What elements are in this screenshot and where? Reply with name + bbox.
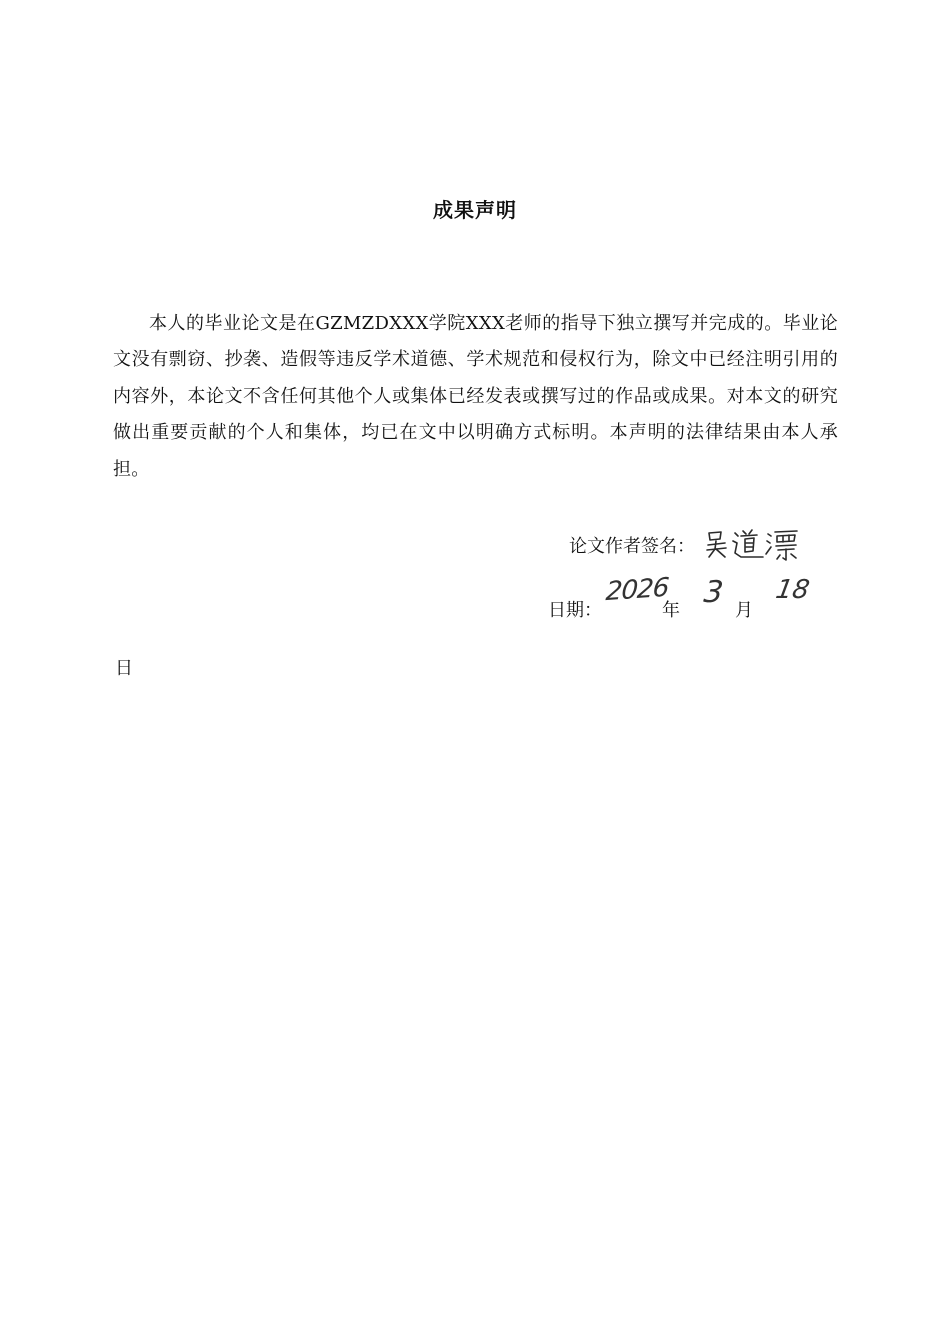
signature-line [569, 527, 801, 563]
page-title: 成果声明 [433, 198, 517, 222]
handwritten-day: 18 [773, 575, 812, 605]
declaration-paragraph: 本人的毕业论文是在GZMZDXXX学院XXX老师的指导下独立撰写并完成的。毕业论文没有剽窃、抄袭、造假等违反学术道德、学术规范和侵权行为，除文中已经注明引用的内容外，本论文不含任何其他个人或集体已经发表或撰写过的作品或成果。对本文的研究做出重要贡献的个人和集体，均已在文中以明确方式标明。本声明的法律结果由本人承担。 [113, 313, 838, 480]
signature-label: 论文作者签名： [569, 536, 695, 557]
year-unit: 年 [662, 600, 680, 621]
day-unit: 日 [115, 658, 133, 679]
handwritten-year: 2026 [604, 572, 670, 608]
handwritten-month: 3 [702, 575, 725, 610]
date-label: 日期： [548, 600, 602, 621]
handwritten-signature [705, 527, 801, 563]
month-unit: 月 [735, 600, 753, 621]
